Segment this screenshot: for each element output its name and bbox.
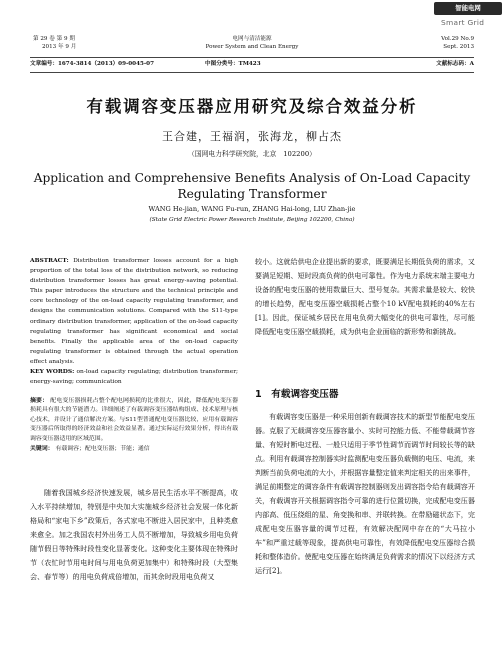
abstract-en-label: ABSTRACT: [30, 257, 69, 264]
abstract-cn [30, 396, 238, 454]
keywords-cn-text: 有载调容；配电变压器；节能；通信 [55, 446, 150, 453]
header-date-en: Sept. 2013 [443, 44, 474, 50]
article-number: 文章编号：1674-3814（2013）09-0045-07 [30, 61, 154, 67]
header-volume-en: Vol.29 No.9 [441, 36, 474, 42]
header-journal-cn: 电网与清洁能源 [232, 36, 272, 42]
intro-left-text: 随着我国城乡经济快速发展，城乡居民生活水平不断提高，收入水平持续增加，特别是中央加大实施城乡经济社会发展一体化新格局和“家电下乡”政策后，各式家电不断进入居民家中，且种类愈来愈全。加之我国农村外出务工人员不断增加，导致城乡用电负荷随节假日等特殊时段性变化显著变化。这种变化主要体现在特殊时节（农忙时节用电时间与用电负荷更加集中）和特殊时段（大型集会、春节等）的用电负荷成倍增加，而其余时段用电负荷又 [30, 488, 238, 581]
keywords-en-text: on-load capacity regulating; distribution transformer; energy-saving; communication [30, 369, 238, 386]
header-volume-cn: 第 29 卷 第 9 期 [33, 36, 75, 42]
brand-badge [434, 2, 502, 15]
brand-subtitle: Smart Grid [441, 18, 485, 27]
intro-right-text: 较小。这就给供电企业提出新的要求，既要满足长期低负荷的需求，又要满足短期、短时段高负荷的供电可靠性。作为电力系统末端主要电力设备的配电变压器的使用数量巨大、型号复杂。其需求量是较大、较快的增长趋势，配电变压器空载损耗占整个10 kV配电损耗的40%左右[1]。因此，保证城乡居民在用电负荷大幅变化的供电可靠性，尽可能降低配电变压器空载损耗，成为供电企业面临的新形势和新挑战。 [255, 257, 475, 336]
section-1-title: 1 有载调容变压器 [255, 389, 339, 400]
header-journal-en: Power System and Clean Energy [205, 44, 299, 50]
affiliation: （国网电力科学研究院，北京 102200） [188, 150, 316, 158]
abstract-cn-label: 摘要： [30, 397, 49, 404]
header-date-cn: 2013 年 9 月 [42, 44, 77, 50]
intro-left-column [30, 486, 238, 584]
header-rule [30, 57, 474, 58]
english-title: Application and Comprehensive Benefits Analysis of On-Load Capacity Regulating Transformer [33, 171, 471, 201]
authors: 王合建，王福润，张海龙，柳占杰 [162, 130, 342, 143]
english-affiliation: (State Grid Electric Power Research Institute, Beijing 102200, China) [149, 217, 355, 223]
brand-badge-text: 智能电网 [455, 4, 481, 12]
section-1-body [255, 410, 475, 578]
document-code: 文献标志码：A [436, 61, 474, 67]
abstract-cn-text: 配电变压器损耗占整个配电网损耗的比重很大，因此，降低配电变压器损耗具有很大的节能潜力。详细阐述了有载调容变压器结构组成、技术原理与核心技术，并设计了通信解决方案。与S11型普通配电变压器比较，应用有载调容变压器后所取得的经济效益和社会效益显著。通过实际运行效果分析，得出有载调容变压器适用的区域范围。 [30, 398, 238, 442]
abstract-en [30, 256, 238, 387]
clc-number: 中图分类号：TM423 [205, 61, 261, 67]
abstract-en-text: Distribution transformer losses account for a high proportion of the total loss of the distribution network, so reducing distribution transformer losses has great energy-saving potential. This paper introduces the structure and the technical principle and core technology of the on-load capacity regulating transformer, and designs the communication solutions. Compared with the S11-type ordinary distribution transformer, application of the on-load capacity regulating transformer has significant economical and social benefits. Finally the applicable area of the on-load capacity regulating transformer is obtained through the actual operation effect analysis. [30, 258, 238, 365]
paper-title: 有载调容变压器应用研究及综合效益分析 [86, 97, 418, 116]
header-rule-2 [30, 72, 474, 73]
keywords-cn-label: 关键词： [30, 445, 54, 453]
keywords-en-label: KEY WORDS: [30, 368, 75, 376]
section-1-text: 有载调容变压器是一种采用创新有载调容技术的新型节能配电变压器。克服了无载调容变压器容量小、实时可控能力低、不能带载调节容量、有短时断电过程、一般只适用于季节性调节而调节时间较长等的缺点。利用有载调容控制器实时监测配电变压器负载侧的电压、电流，来判断当前负荷电流的大小，并根据容量整定值来判定相关的出来事件，满足前期整定的调容条件有载调容控制器则发出调容指令给有载调容开关，有载调容开关根据调容指令可靠的进行位置切换，完成配电变压器内部高、低压绕组的星、角变换和串、并联转换。在带励磁状态下，完成配电变压器容量的调节过程，有效解决配网中存在的“大马拉小车”和严重过载等现象，提高供电可靠性，有效降低配电变压器综合损耗和整体造价。使配电变压器在始终满足负荷需求的情况下以经济方式运行[2]。 [255, 412, 475, 575]
intro-right-column [255, 255, 475, 339]
english-authors: WANG He-jian, WANG Fu-run, ZHANG Hai-long, LIU Zhan-jie [148, 205, 356, 213]
